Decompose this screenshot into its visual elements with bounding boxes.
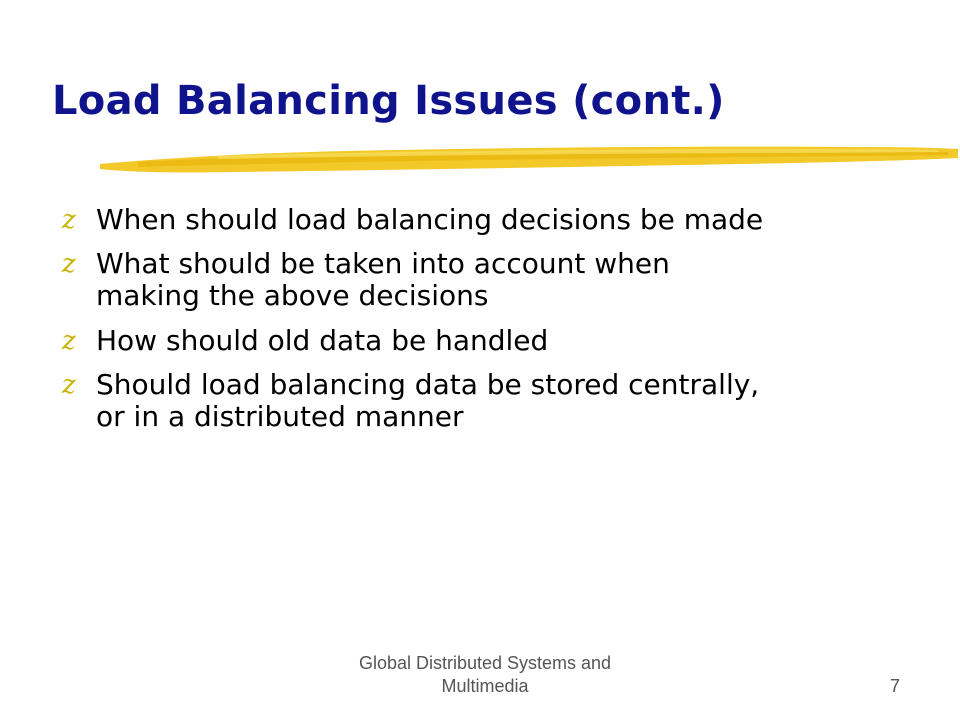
bullet-icon: z [62,325,76,356]
bullet-text: How should old data be handled [96,323,549,357]
brush-stroke-underline [98,138,960,178]
bullet-item [62,248,922,312]
bullet-list [62,204,922,445]
bullet-text: Should load balancing data be stored centrally, [96,367,760,401]
bullet-icon: z [62,205,76,235]
bullet-icon: z [62,249,76,280]
bullet-text: making the above decisions [96,279,489,313]
slide-title: Load Balancing Issues (cont.) [52,78,725,124]
bullet-item [62,369,922,433]
page-number: 7 [889,676,900,696]
bullet-item [62,204,922,236]
slide-footer [330,652,640,697]
bullet-text: or in a distributed manner [96,399,464,433]
bullet-icon: z [62,369,76,400]
bullet-item [62,325,922,357]
bullet-text: When should load balancing decisions be made [96,203,764,236]
footer-line: Multimedia [441,675,529,696]
bullet-text: What should be taken into account when [96,247,670,281]
footer-line: Global Distributed Systems and [358,653,612,673]
